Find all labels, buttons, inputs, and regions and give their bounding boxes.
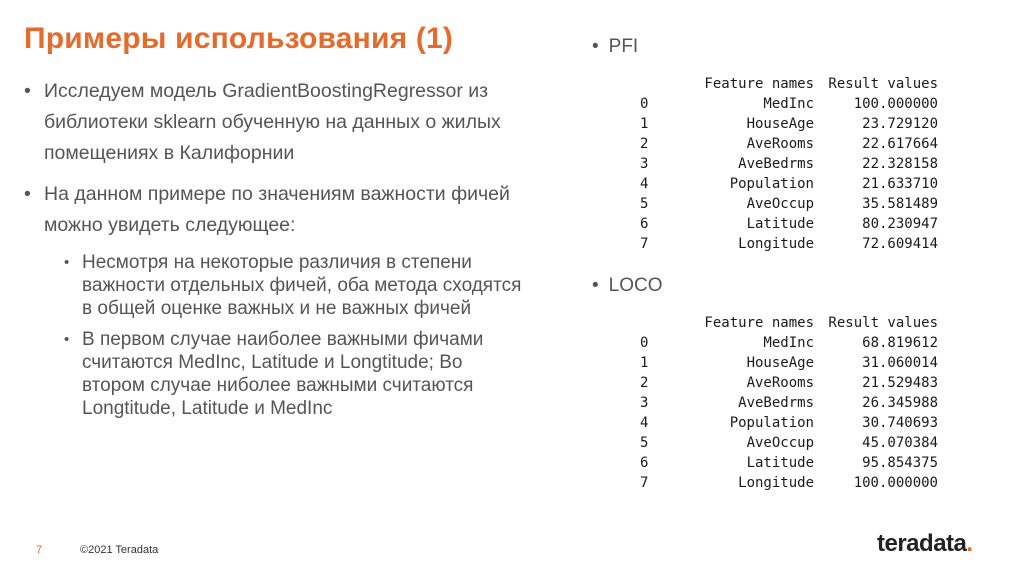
row-feature-name: MedInc — [763, 96, 814, 112]
row-result-value: 100.000000 — [853, 96, 938, 112]
row-index: 2 — [640, 375, 649, 391]
row-result-value: 80.230947 — [862, 216, 938, 232]
bullet-list — [24, 76, 524, 428]
row-index: 1 — [640, 116, 649, 132]
logo-text: teradata — [877, 530, 967, 557]
logo-dot: . — [966, 530, 973, 557]
table-row — [640, 234, 938, 254]
row-result-value: 45.070384 — [862, 435, 938, 451]
row-index: 3 — [640, 156, 649, 172]
row-index: 6 — [640, 216, 649, 232]
sub-bullet-item — [24, 251, 524, 320]
row-feature-name: Population — [729, 176, 814, 192]
pfi-label — [592, 36, 638, 58]
row-result-value: 22.328158 — [862, 156, 938, 172]
table-row — [640, 373, 938, 393]
row-index: 2 — [640, 136, 649, 152]
row-result-value: 72.609414 — [862, 236, 938, 252]
row-result-value: 35.581489 — [862, 196, 938, 212]
sub-bullet-list — [24, 251, 524, 420]
header-result-values: Result values — [828, 76, 938, 92]
table-row — [640, 214, 938, 234]
row-result-value: 100.000000 — [853, 475, 938, 491]
table-row — [640, 393, 938, 413]
loco-label — [592, 275, 663, 297]
table-row — [640, 114, 938, 134]
bullet-item-observations — [24, 179, 524, 241]
row-index: 0 — [640, 335, 649, 351]
row-index: 5 — [640, 196, 649, 212]
bullet-text: На данном примере по значениям важности фичей можно увидеть следующее: — [44, 183, 510, 236]
sub-bullet-text: Несмотря на некоторые различия в степени важности отдельных фичей, оба метода сходятся в общей оценке важных и не важных фичей — [82, 252, 522, 319]
header-index — [640, 313, 686, 333]
table-row — [640, 94, 938, 114]
loco-label-text: LOCO — [608, 275, 663, 296]
row-result-value: 68.819612 — [862, 335, 938, 351]
sub-bullet-icon: • — [64, 254, 70, 271]
header-feature-names: Feature names — [704, 76, 814, 92]
row-index: 5 — [640, 435, 649, 451]
row-feature-name: AveOccup — [746, 435, 814, 451]
row-result-value: 21.529483 — [862, 375, 938, 391]
row-feature-name: Population — [729, 415, 814, 431]
loco-table — [640, 313, 938, 493]
table-row — [640, 413, 938, 433]
table-row — [640, 453, 938, 473]
sub-bullet-item — [24, 328, 524, 420]
sub-bullet-text: В первом случае наиболее важными фичами считаются MedInc, Latitude и Longtitude; Во втором случае ниболее важными считаются Longtitude, Latitude и MedInc — [82, 329, 484, 419]
row-result-value: 31.060014 — [862, 355, 938, 371]
table-row — [640, 473, 938, 493]
table-row — [640, 134, 938, 154]
row-result-value: 30.740693 — [862, 415, 938, 431]
row-index: 1 — [640, 355, 649, 371]
table-row — [640, 194, 938, 214]
row-result-value: 95.854375 — [862, 455, 938, 471]
row-feature-name: AveBedrms — [738, 395, 814, 411]
teradata-logo — [877, 530, 973, 558]
row-feature-name: HouseAge — [746, 355, 814, 371]
table-row — [640, 154, 938, 174]
row-feature-name: Latitude — [746, 455, 814, 471]
bullet-icon: • — [24, 80, 31, 102]
pfi-table — [640, 74, 938, 254]
row-result-value: 21.633710 — [862, 176, 938, 192]
bullet-text: Исследуем модель GradientBoostingRegressor из библиотеки sklearn обученную на данных о жилых помещениях в Калифорнии — [44, 80, 501, 164]
row-index: 6 — [640, 455, 649, 471]
row-feature-name: Longitude — [738, 475, 814, 491]
header-index — [640, 74, 686, 94]
header-result-values: Result values — [828, 315, 938, 331]
pfi-label-text: PFI — [608, 36, 639, 57]
row-feature-name: AveOccup — [746, 196, 814, 212]
row-result-value: 26.345988 — [862, 395, 938, 411]
table-row — [640, 433, 938, 453]
row-feature-name: Latitude — [746, 216, 814, 232]
slide-title: Примеры использования (1) — [24, 22, 454, 55]
row-index: 0 — [640, 96, 649, 112]
table-header-row — [640, 313, 938, 333]
copyright-text: ©2021 Teradata — [80, 544, 159, 556]
row-feature-name: Longitude — [738, 236, 814, 252]
row-feature-name: AveBedrms — [738, 156, 814, 172]
row-index: 7 — [640, 475, 649, 491]
page-number: 7 — [36, 544, 43, 556]
row-index: 3 — [640, 395, 649, 411]
row-result-value: 22.617664 — [862, 136, 938, 152]
row-feature-name: MedInc — [763, 335, 814, 351]
row-feature-name: HouseAge — [746, 116, 814, 132]
row-index: 7 — [640, 236, 649, 252]
row-index: 4 — [640, 176, 649, 192]
bullet-icon: • — [24, 183, 31, 205]
row-feature-name: AveRooms — [746, 375, 814, 391]
table-row — [640, 174, 938, 194]
table-header-row — [640, 74, 938, 94]
table-row — [640, 333, 938, 353]
header-feature-names: Feature names — [704, 315, 814, 331]
bullet-item-model — [24, 76, 524, 169]
bullet-icon: • — [592, 275, 599, 296]
row-index: 4 — [640, 415, 649, 431]
table-row — [640, 353, 938, 373]
row-feature-name: AveRooms — [746, 136, 814, 152]
sub-bullet-icon: • — [64, 331, 70, 348]
row-result-value: 23.729120 — [862, 116, 938, 132]
bullet-icon: • — [592, 36, 599, 57]
